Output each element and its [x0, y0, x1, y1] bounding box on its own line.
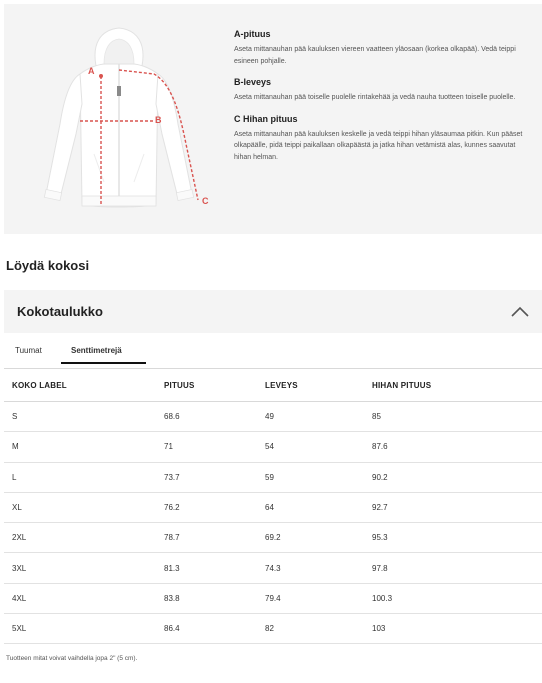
size-cell: 3XL: [4, 553, 164, 583]
length-cell: 71: [164, 432, 265, 462]
accordion-title: Kokotaulukko: [17, 304, 103, 319]
tab-centimeters[interactable]: Senttimetrejä: [71, 346, 122, 355]
sleeve-cell: 92.7: [372, 492, 542, 522]
width-cell: 54: [265, 432, 372, 462]
sleeve-cell: 100.3: [372, 583, 542, 613]
length-cell: 68.6: [164, 402, 265, 432]
measurement-guide-panel: [4, 4, 542, 234]
size-chart-accordion-toggle[interactable]: [4, 290, 542, 333]
size-cell: XL: [4, 492, 164, 522]
instruction-text: Aseta mittanauhan pää toiselle puolelle rintakehää ja vedä nauha tuotteen toiselle puolelle.: [234, 94, 516, 101]
find-size-heading: Löydä kokosi: [6, 258, 90, 273]
marker-c-label: C: [202, 196, 209, 206]
table-row: [4, 614, 542, 644]
length-cell: 73.7: [164, 462, 265, 492]
instruction-length: [234, 28, 534, 67]
unit-tabs: [4, 340, 542, 364]
table-row: [4, 492, 542, 522]
width-cell: 74.3: [265, 553, 372, 583]
sleeve-cell: 87.6: [372, 432, 542, 462]
instruction-width: [234, 76, 534, 104]
active-tab-indicator: [61, 362, 146, 364]
size-cell: S: [4, 402, 164, 432]
instruction-title: B-leveys: [234, 77, 272, 87]
column-header-size: KOKO LABEL: [4, 369, 164, 402]
instruction-sleeve: [234, 113, 534, 164]
width-cell: 82: [265, 614, 372, 644]
hoodie-illustration-icon: [4, 4, 232, 234]
width-cell: 59: [265, 462, 372, 492]
column-header-length: PITUUS: [164, 369, 265, 402]
sleeve-cell: 97.8: [372, 553, 542, 583]
instruction-text: Aseta mittanauhan pää kauluksen viereen vaatteen yläosaan (korkea olkapää). Vedä teippi esineen pohjalle.: [234, 46, 516, 65]
instruction-title: A-pituus: [234, 29, 271, 39]
length-cell: 78.7: [164, 523, 265, 553]
marker-b-label: B: [155, 115, 162, 125]
column-header-width: LEVEYS: [265, 369, 372, 402]
size-cell: 5XL: [4, 614, 164, 644]
table-row: [4, 553, 542, 583]
width-cell: 79.4: [265, 583, 372, 613]
width-cell: 69.2: [265, 523, 372, 553]
size-disclaimer: Tuotteen mitat voivat vaihdella jopa 2" (5 cm).: [6, 655, 138, 662]
table-row: [4, 462, 542, 492]
length-cell: 83.8: [164, 583, 265, 613]
width-cell: 49: [265, 402, 372, 432]
column-header-sleeve: HIHAN PITUUS: [372, 369, 542, 402]
instruction-title: C Hihan pituus: [234, 113, 298, 124]
size-cell: 2XL: [4, 523, 164, 553]
table-row: [4, 402, 542, 432]
measurement-instructions: [234, 28, 534, 172]
size-cell: 4XL: [4, 583, 164, 613]
tab-inches[interactable]: Tuumat: [15, 346, 42, 355]
sleeve-cell: 85: [372, 402, 542, 432]
length-cell: 81.3: [164, 553, 265, 583]
table-header-row: [4, 369, 542, 402]
length-cell: 86.4: [164, 614, 265, 644]
instruction-text: Aseta mittanauhan pää kauluksen keskelle ja vedä teippi hihan yläsaumaa pitkin. Kun pääset olkapäälle, pidä teippi paikallaan olkapäästä ja jatka hihan vetämistä alas, kunnes saavutat hihan helman.: [234, 130, 523, 161]
chevron-up-icon[interactable]: [510, 304, 530, 318]
sleeve-cell: 103: [372, 614, 542, 644]
hoodie-diagram: [4, 4, 232, 234]
length-cell: 76.2: [164, 492, 265, 522]
sleeve-cell: 90.2: [372, 462, 542, 492]
size-cell: L: [4, 462, 164, 492]
table-row: [4, 583, 542, 613]
marker-a-label: A: [88, 66, 95, 76]
sleeve-cell: 95.3: [372, 523, 542, 553]
width-cell: 64: [265, 492, 372, 522]
table-row: [4, 523, 542, 553]
size-cell: M: [4, 432, 164, 462]
table-row: [4, 432, 542, 462]
size-table: [4, 368, 542, 644]
